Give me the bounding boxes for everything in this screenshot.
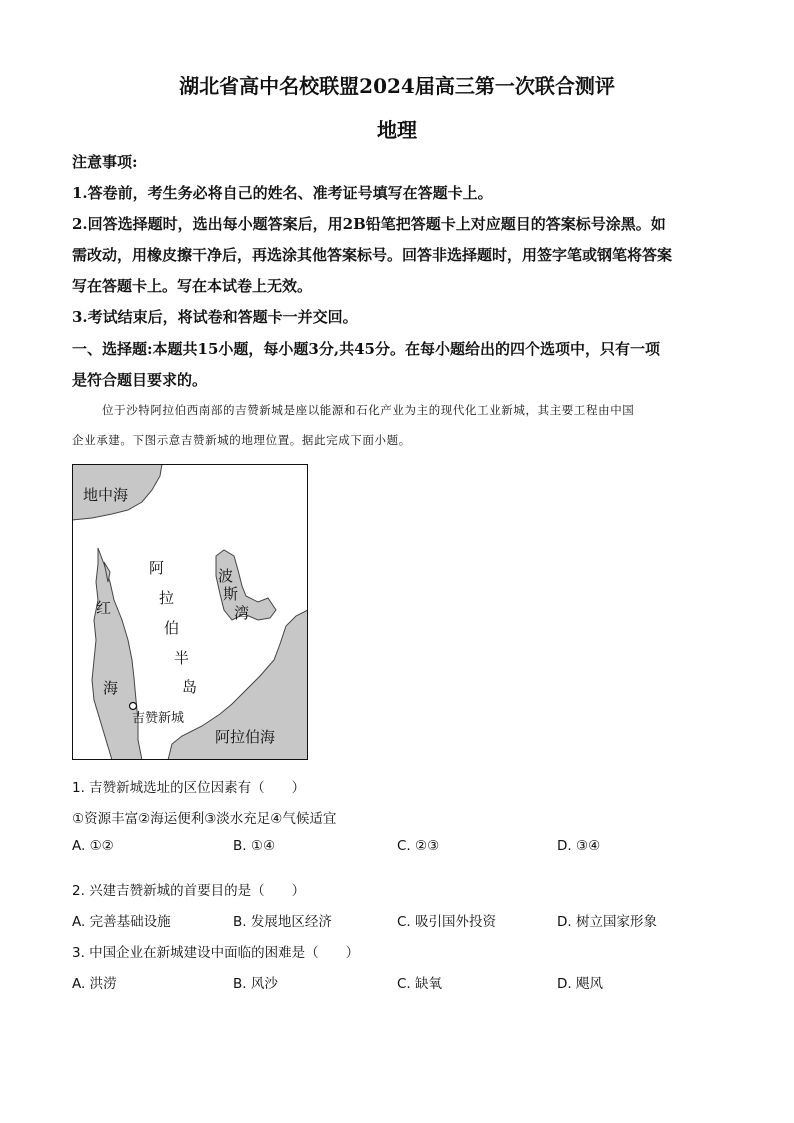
label-arabia-5: 岛	[182, 678, 198, 696]
question-2-option-d: D. 树立国家形象	[557, 914, 657, 930]
question-1-option-c: C. ②③	[397, 838, 440, 854]
question-3-option-a: A. 洪涝	[72, 976, 117, 992]
label-arabia-4: 半	[174, 649, 190, 667]
note-line-4: 写在答题卡上。写在本试卷上无效。	[72, 277, 313, 295]
question-2-option-a: A. 完善基础设施	[72, 914, 171, 930]
question-1-stem: 1. 吉赞新城选址的区位因素有（ ）	[72, 780, 306, 796]
label-arabia-3: 伯	[164, 619, 180, 637]
subject-title: 地理	[377, 118, 417, 142]
question-1-option-b: B. ①④	[233, 838, 276, 854]
question-2-option-c: C. 吸引国外投资	[397, 914, 497, 930]
note-line-1: 1.答卷前，考生务必将自己的姓名、准考证号填写在答题卡上。	[72, 184, 493, 202]
notes-heading: 注意事项:	[72, 153, 138, 171]
question-3-stem: 3. 中国企业在新城建设中面临的困难是（ ）	[72, 945, 360, 961]
question-3-option-c: C. 缺氧	[397, 976, 443, 992]
passage-line-2: 企业承建。下图示意吉赞新城的地理位置。据此完成下面小题。	[72, 433, 411, 447]
note-line-3: 需改动，用橡皮擦干净后，再选涂其他答案标号。回答非选择题时，用签字笔或钢笔将答案	[72, 246, 673, 264]
section-heading-line-2: 是符合题目要求的。	[72, 371, 208, 389]
section-heading-line-1: 一、选择题:本题共15小题，每小题3分,共45分。在每小题给出的四个选项中，只有一项	[72, 340, 660, 358]
label-red-sea-2: 海	[103, 679, 119, 697]
label-arabian-sea: 阿拉伯海	[215, 728, 276, 746]
question-3-option-b: B. 风沙	[233, 976, 278, 992]
question-1-statements: ①资源丰富②海运便利③淡水充足④气候适宜	[72, 811, 337, 827]
question-2-stem: 2. 兴建吉赞新城的首要目的是（ ）	[72, 883, 306, 899]
label-red-sea-1: 红	[96, 599, 112, 617]
label-mediterranean: 地中海	[83, 486, 129, 504]
question-1-option-a: A. ①②	[72, 838, 114, 854]
note-line-5: 3.考试结束后，将试卷和答题卡一并交回。	[72, 308, 358, 326]
passage-line-1: 位于沙特阿拉伯西南部的吉赞新城是座以能源和石化产业为主的现代化工业新城，其主要工程由中国	[102, 403, 635, 417]
label-persian-gulf-3: 湾	[234, 604, 250, 622]
label-arabia-1: 阿	[149, 559, 165, 577]
label-jizan: 吉赞新城	[132, 711, 185, 726]
label-persian-gulf-2: 斯	[223, 585, 239, 603]
question-3-option-d: D. 飓风	[557, 976, 603, 992]
location-map	[72, 464, 308, 760]
exam-title: 湖北省高中名校联盟2024届高三第一次联合测评	[179, 74, 615, 98]
label-persian-gulf-1: 波	[218, 567, 234, 585]
label-arabia-2: 拉	[159, 589, 175, 607]
question-1-option-d: D. ③④	[557, 838, 601, 854]
note-line-2: 2.回答选择题时，选出每小题答案后，用2B铅笔把答题卡上对应题目的答案标号涂黑。如	[72, 215, 666, 233]
question-2-option-b: B. 发展地区经济	[233, 914, 332, 930]
